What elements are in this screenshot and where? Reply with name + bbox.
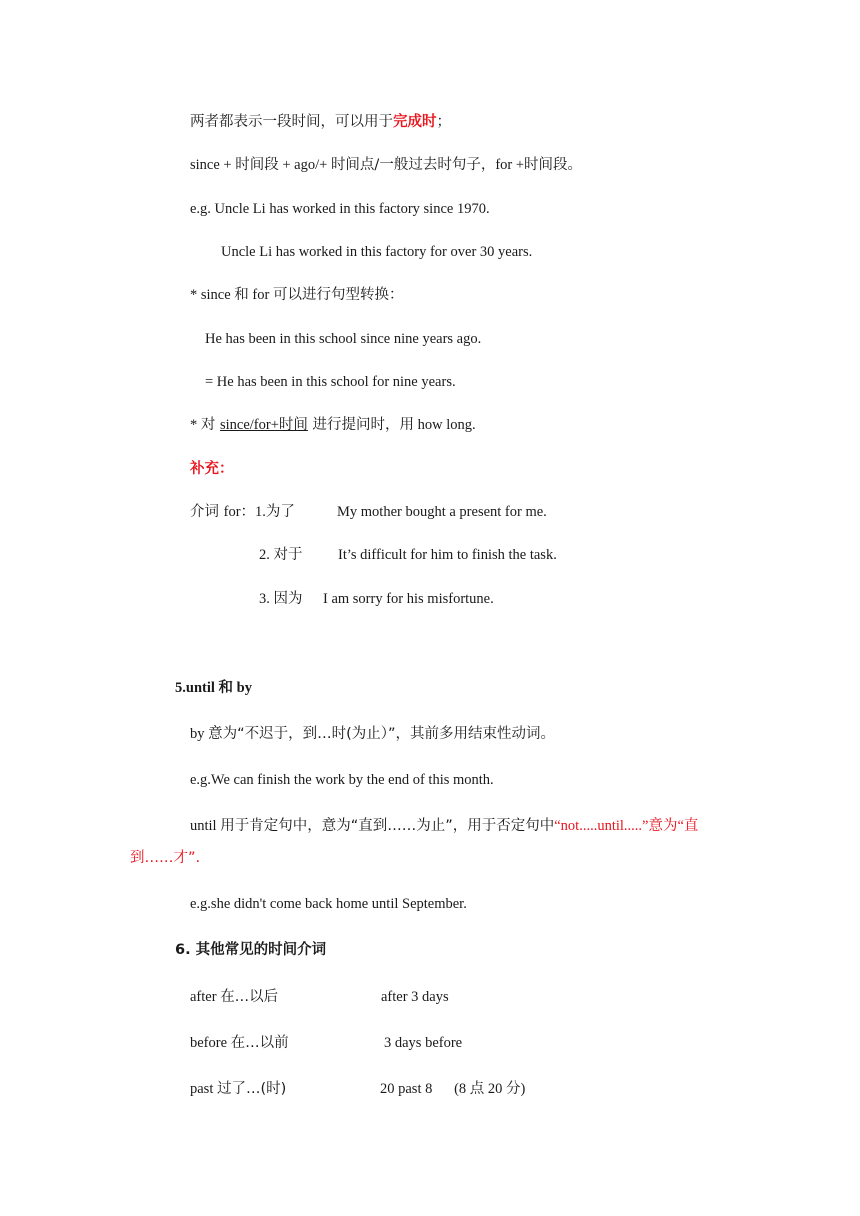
prep-row-after bbox=[190, 987, 278, 1007]
prep-row-before bbox=[190, 1033, 289, 1053]
question-line bbox=[190, 415, 476, 435]
by-rule-line bbox=[190, 724, 555, 744]
for-item-num: 3. bbox=[259, 591, 274, 607]
conversion-example-1: He has been in this school since nine years ago. bbox=[205, 331, 482, 347]
until-rule-line bbox=[190, 816, 698, 836]
prep-meaning: 在…以后 bbox=[220, 989, 279, 1005]
prep-word: after bbox=[190, 989, 221, 1005]
section-5-title-he: 和 bbox=[218, 680, 234, 696]
for-item-2 bbox=[259, 545, 303, 565]
supplement-heading: 补充： bbox=[190, 461, 234, 477]
section-6-title: 6. 其他常见的时间介词 bbox=[175, 942, 327, 958]
intro-highlight: 完成时 bbox=[393, 114, 437, 130]
for-item-example: I am sorry for his misfortune. bbox=[323, 591, 494, 607]
until-rule-b: 用于肯定句中，意为“直到……为止”，用于否定句中 bbox=[220, 818, 555, 834]
formula-p1: 时间段 bbox=[235, 157, 279, 173]
section-5-title bbox=[175, 678, 252, 698]
conversion-he: 和 bbox=[234, 287, 249, 303]
conversion-example-2: = He has been in this school for nine years. bbox=[205, 374, 456, 390]
conversion-line bbox=[190, 285, 403, 305]
formula-for: for + bbox=[495, 157, 525, 173]
for-prep-for: for bbox=[223, 504, 241, 520]
until-rule-continuation: 到……才”. bbox=[130, 850, 201, 866]
formula-line bbox=[190, 155, 582, 175]
prep-example: after 3 days bbox=[381, 989, 449, 1005]
formula-since: since + bbox=[190, 157, 236, 173]
conversion-for: for bbox=[248, 287, 273, 303]
prep-example: 3 days before bbox=[384, 1035, 463, 1051]
for-prep-colon: ： bbox=[240, 504, 256, 520]
conversion-star: * since bbox=[190, 287, 235, 303]
prep-word: past bbox=[190, 1081, 217, 1097]
formula-p3: 时间段。 bbox=[524, 157, 583, 173]
for-item-num: 2. bbox=[259, 547, 274, 563]
question-star: * bbox=[190, 417, 201, 433]
for-item-meaning: 因为 bbox=[273, 591, 303, 607]
by-rule-a: by bbox=[190, 726, 209, 742]
for-item-example: It’s difficult for him to finish the task. bbox=[338, 547, 557, 563]
for-item-num: 1. bbox=[255, 504, 266, 520]
example-line-1: e.g. Uncle Li has worked in this factory since 1970. bbox=[190, 201, 490, 217]
until-rule-red: “not.....until.....”意为“直 bbox=[554, 818, 699, 834]
question-mid: 进行提问时，用 bbox=[307, 417, 414, 433]
until-example: e.g.she didn't come back home until September. bbox=[190, 896, 467, 912]
for-item-1 bbox=[190, 502, 295, 522]
for-item-3 bbox=[259, 589, 303, 609]
for-item-meaning: 为了 bbox=[265, 504, 295, 520]
prep-word: before bbox=[190, 1035, 231, 1051]
section-5-title-a: 5.until bbox=[175, 680, 219, 696]
prep-row-past bbox=[190, 1079, 286, 1099]
formula-ago: + ago/+ bbox=[278, 157, 331, 173]
question-end: how long. bbox=[414, 417, 476, 433]
conversion-text: 可以进行句型转换： bbox=[272, 287, 404, 303]
by-example: e.g.We can finish the work by the end of this month. bbox=[190, 772, 494, 788]
for-item-example: My mother bought a present for me. bbox=[337, 504, 547, 520]
section-5-title-b: by bbox=[233, 680, 252, 696]
for-prep-label: 介词 bbox=[190, 504, 224, 520]
prep-meaning: 过了…(时) bbox=[216, 1081, 287, 1097]
intro-after: ； bbox=[436, 114, 451, 130]
intro-line bbox=[190, 112, 451, 132]
intro-text: 两者都表示一段时间，可以用于 bbox=[190, 114, 393, 130]
prep-example: 20 past 8 (8 点 20 分) bbox=[380, 1081, 526, 1097]
example-line-2: Uncle Li has worked in this factory for over 30 years. bbox=[221, 244, 533, 260]
until-rule-a: until bbox=[190, 818, 221, 834]
question-underlined: since/for+时间 bbox=[219, 417, 308, 433]
by-rule-b: 意为“不迟于，到…时(为止）”，其前多用结束性动词。 bbox=[208, 726, 556, 742]
for-item-meaning: 对于 bbox=[273, 547, 303, 563]
question-dui: 对 bbox=[200, 417, 220, 433]
formula-p2: 时间点/一般过去时句子， bbox=[330, 157, 496, 173]
prep-meaning: 在…以前 bbox=[230, 1035, 289, 1051]
